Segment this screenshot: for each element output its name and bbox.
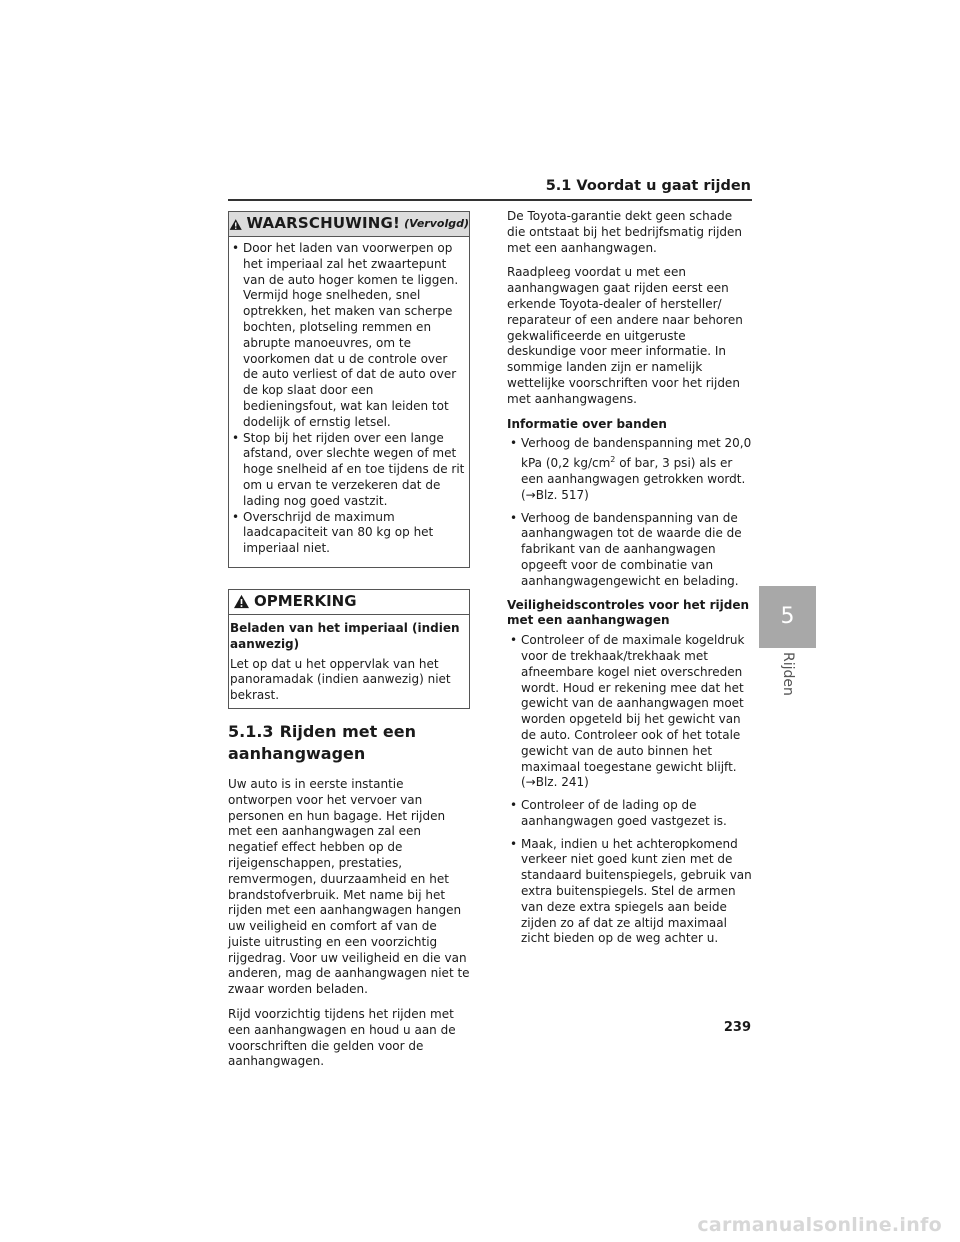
section-paragraph: Rijd voorzichtig tijdens het rijden met een aanhangwagen en houd u aan de voorschriften die gelden voor de aanhangwagen. xyxy=(228,1007,456,1069)
tire-item-text-cont: of bar, 3 psi) als er een aanhangwagen getrokken wordt. (→Blz. 517) xyxy=(521,456,746,502)
tires-heading: Informatie over banden xyxy=(507,416,667,431)
superscript: 2 xyxy=(610,455,616,465)
chapter-number: 5 xyxy=(780,604,795,629)
warning-item: • Door het laden van voorwerpen op het imperiaal zal het zwaartepunt van de auto hoger komen te liggen. Vermijd hoge snelheden, snel optrekken, het maken van scherpe bochten, plotseling remmen en abrupte manoeuvres, om te voorkomen dat u de controle over de auto verliest of dat de auto over de kop slaat door een bedieningsfout, wat kan leiden tot dodelijk of ernstig letsel. xyxy=(229,241,465,431)
note-text: Let op dat u het oppervlak van het panoramadak (indien aanwezig) niet bekrast. xyxy=(230,656,451,703)
chapter-label xyxy=(768,652,808,712)
section-title: Rijden met een aanhangwagen xyxy=(228,721,416,763)
safety-item: • Controleer of de lading op de aanhangwagen goed vastgezet is. xyxy=(507,798,752,830)
section-heading xyxy=(228,721,470,765)
tires-list xyxy=(507,436,752,589)
header-rule xyxy=(228,199,752,201)
warning-header xyxy=(229,212,469,237)
right-column xyxy=(507,209,752,955)
safety-heading: Veiligheidscontroles voor het rijden met een aanhangwagen xyxy=(507,597,750,628)
warning-item: • Overschrijd de maximum laadcapaciteit van 80 kg op het imperiaal niet. xyxy=(229,510,465,557)
running-header: 5.1 Voordat u gaat rijden xyxy=(545,178,751,194)
note-box xyxy=(228,589,470,709)
note-header xyxy=(229,590,469,615)
note-body xyxy=(229,621,461,704)
watermark: carmanualsonline.info xyxy=(697,1214,942,1236)
section-number: 5.1.3 xyxy=(228,721,274,741)
tire-item xyxy=(507,436,752,503)
chapter-label-text: Rijden xyxy=(780,652,796,696)
warning-subtitle: (Vervolgd) xyxy=(404,217,469,231)
safety-list xyxy=(507,633,752,947)
warning-title: WAARSCHUWING! xyxy=(246,214,401,233)
chapter-tab[interactable] xyxy=(759,586,816,648)
tire-item-text: Verhoog de bandenspanning met 20,0 kPa (0,2 kg/cm xyxy=(521,436,752,471)
note-subtitle: Beladen van het imperiaal (indien aanwezig) xyxy=(230,620,460,651)
warning-box xyxy=(228,211,470,568)
caution-icon xyxy=(233,594,250,609)
safety-item: • Controleer of de maximale kogeldruk voor de trekhaak/trekhaak met afneembare kogel niet overschreden wordt. Houd er rekening mee dat het gewicht van de aanhangwagen moet worden opgeteld bij het gewicht van de auto. Controleer ook of het totale gewicht van de auto binnen het maximaal toegestane gewicht blijft. (→Blz. 241) xyxy=(507,633,752,791)
page-number: 239 xyxy=(723,1020,751,1035)
dealer-paragraph: Raadpleeg voordat u met een aanhangwagen gaat rijden eerst een erkende Toyota-dealer of hersteller/ reparateur of een andere naar behoren gekwalificeerde en uitgeruste deskundige voor meer informatie. In sommige landen zijn er namelijk wettelijke voorschriften voor het rijden met aanhangwagens. xyxy=(507,265,743,406)
note-title: OPMERKING xyxy=(254,592,357,611)
section-paragraph: Uw auto is in eerste instantie ontworpen voor het vervoer van personen en hun bagage. Het rijden met een aanhangwagen zal een negatief effect hebben op de rijeigenschappen, prestaties, remvermogen, duurzaamheid en het brandstofverbruik. Met name bij het rijden met een aanhangwagen hangen uw veiligheid en comfort af van de juiste uitrusting en een voorzichtig rijgedrag. Voor uw veiligheid en die van anderen, mag de aanhangwagen niet te zwaar worden beladen. xyxy=(228,776,470,997)
safety-item: • Maak, indien u het achteropkomend verkeer niet goed kunt zien met de standaard buitenspiegels, gebruik van extra buitenspiegels. Stel de armen van deze extra spiegels aan beide zijden zo af dat ze altijd maximaal zicht bieden op de weg achter u. xyxy=(507,837,752,948)
left-column xyxy=(228,211,470,1079)
warning-item: • Stop bij het rijden over een lange afstand, over slechte wegen of met hoge snelheid af en toe tijdens de rit om u ervan te verzekeren dat de lading nog goed vastzit. xyxy=(229,431,465,510)
tire-item: • Verhoog de bandenspanning van de aanhangwagen tot de waarde die de fabrikant van de aanhangwagen opgeeft voor de combinatie van aanhangwagengewicht en belading. xyxy=(507,511,752,590)
warning-list xyxy=(229,241,465,557)
warning-icon xyxy=(229,217,242,232)
warranty-paragraph: De Toyota-garantie dekt geen schade die ontstaat bij het bedrijfsmatig rijden met een aanhangwagen. xyxy=(507,209,743,255)
